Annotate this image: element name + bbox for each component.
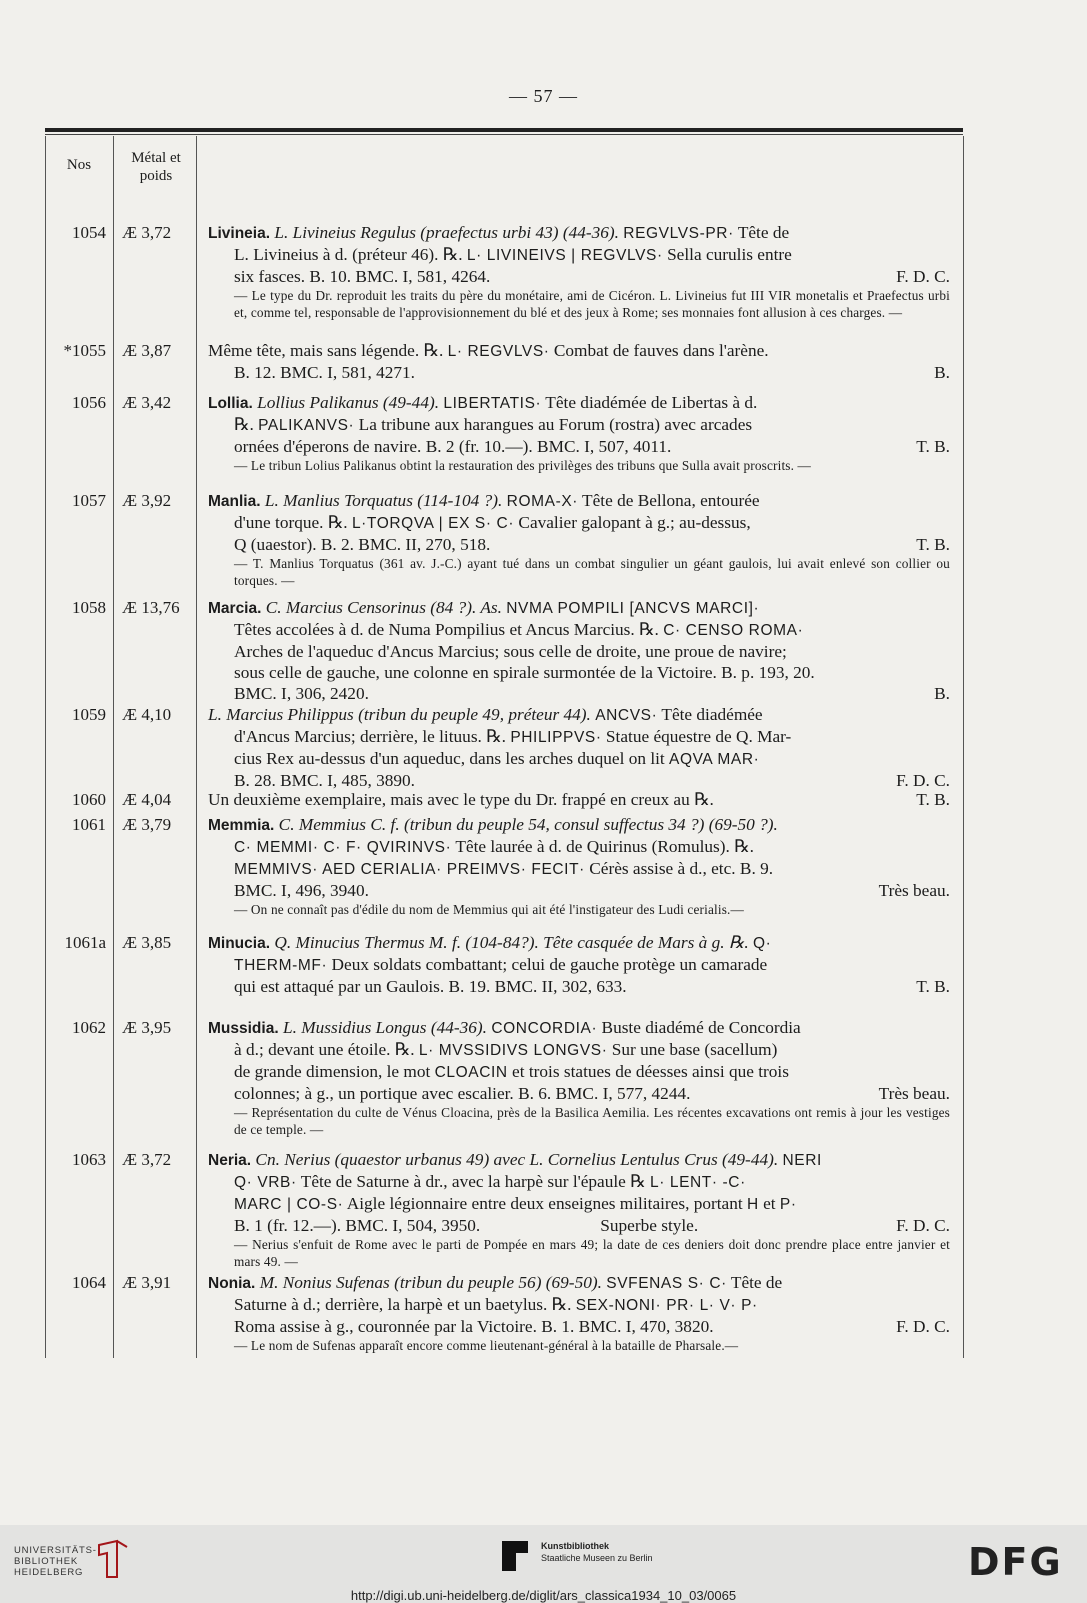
entry-text <box>208 490 950 589</box>
grade: B. <box>934 684 950 703</box>
entry-text-part: qui est attaqué par un Gaulois. B. 19. BMC. II, 302, 633. <box>234 977 627 996</box>
entry-line <box>208 880 950 901</box>
column-rule <box>196 136 197 1358</box>
entry-text-part: Statue équestre de Q. Mar- <box>601 727 792 746</box>
top-rule-thin <box>45 134 963 135</box>
entry-line <box>208 1316 950 1337</box>
entry-number: 1061a <box>64 933 106 952</box>
entry-metal: Æ 3,91 <box>122 1273 172 1292</box>
legend: SVFENAS S· C· <box>606 1275 727 1292</box>
entry-text <box>208 789 950 810</box>
entry-text-part: Sella curulis entre <box>662 245 792 264</box>
entry-number: 1054 <box>72 223 106 242</box>
legend: Q· <box>753 935 772 952</box>
entry-metal: Æ 4,04 <box>122 790 172 809</box>
entry-line <box>208 836 950 858</box>
grade: Très beau. <box>878 881 950 900</box>
entry-line: sous celle de gauche, une colonne en spirale surmontée de la Victoire. B. p. 193, 20. <box>234 663 815 682</box>
entry-line <box>208 414 950 436</box>
entry-number: 1061 <box>72 815 106 834</box>
entry-line <box>208 266 950 287</box>
entry-text <box>208 704 950 791</box>
entry-text-part: Cérès assise à d., etc. B. 9. <box>584 859 774 878</box>
kb-line: Staatliche Museen zu Berlin <box>541 1553 653 1563</box>
family-name: Mussidia. <box>208 1020 279 1037</box>
entry-line <box>208 976 950 997</box>
entry-text-part: Tête de Saturne à dr., avec la harpè sur l'épaule ℞ <box>296 1172 650 1191</box>
entry-metal: Æ 4,10 <box>122 705 172 724</box>
entry-line <box>208 748 950 770</box>
entry-line <box>208 683 950 704</box>
entry-text-part: Saturne à d.; derrière, la harpè et un baetylus. ℞. <box>234 1295 576 1314</box>
entry-text-part: Tête de <box>726 1273 783 1292</box>
entry-text-part: six fasces. B. 10. BMC. I, 581, 4264. <box>234 267 491 286</box>
entry-text-part: cius Rex au-dessus d'un aqueduc, dans les arches duquel on lit <box>234 749 670 768</box>
entry-line <box>208 1061 950 1083</box>
entry-metal: Æ 3,92 <box>122 491 172 510</box>
header-metal-line2: poids <box>139 168 173 184</box>
legend: CLOACIN <box>434 1064 508 1081</box>
entry-line <box>208 1294 950 1316</box>
entry-text-part: colonnes; à g., un portique avec escalier. B. 6. BMC. I, 577, 4244. <box>234 1084 691 1103</box>
entry-line <box>208 1193 950 1215</box>
entry-line <box>208 954 950 976</box>
entry-number: 1062 <box>72 1018 106 1037</box>
entry-text-part: Tête de <box>733 223 790 242</box>
entry-number: 1058 <box>72 598 106 617</box>
entry-text-part: L. Livineius Regulus (praefectus urbi 43) (44-36). <box>270 223 624 242</box>
legend: LIBERTATIS· <box>443 395 542 412</box>
entry-text-part: Tête laurée à d. de Quirinus (Romulus). ℞. <box>451 837 754 856</box>
legend: AQVA MAR· <box>669 751 760 768</box>
entry-number: 1064 <box>72 1273 106 1292</box>
entry-text <box>208 932 950 997</box>
entry-metal: Æ 3,42 <box>122 393 172 412</box>
legend: L· LIVINEIVS | REGVLVS· <box>466 247 663 264</box>
entry-text-part: B. 28. BMC. I, 485, 3890. <box>234 771 415 790</box>
legend: CONCORDIA· <box>491 1020 598 1037</box>
entry-line <box>208 619 950 641</box>
family-name: Memmia. <box>208 817 275 834</box>
grade: F. D. C. <box>896 771 950 790</box>
entry-text-part: L. Marcius Philippus (tribun du peuple 49, préteur 44). <box>208 705 596 724</box>
family-name: Neria. <box>208 1152 252 1169</box>
entry-text-part: BMC. I, 306, 2420. <box>234 684 369 703</box>
entry-text-part: Combat de fauves dans l'arène. <box>549 341 769 360</box>
entry-text-part: Q. Minucius Thermus M. f. (104-84?). Tête casquée de Mars à g. ℞. <box>270 933 753 952</box>
entry-number: 1059 <box>72 705 106 724</box>
entry-text-part: Un deuxième exemplaire, mais avec le type du Dr. frappé en creux au ℞. <box>208 790 714 809</box>
entry-note: — Nerius s'enfuit de Rome avec le parti de Pompée en mars 49; la date de ces deniers doit donc prendre place entre janvier et mars 49. — <box>234 1237 950 1269</box>
legend: H <box>746 1196 759 1213</box>
legend: PHILIPPVS· <box>510 729 602 746</box>
entry-text-part: à d.; devant une étoile. ℞. <box>234 1040 419 1059</box>
entry-text-part: ornées d'éperons de navire. B. 2 (fr. 10.—). BMC. I, 507, 4011. <box>234 437 672 456</box>
legend: L·TORQVA | EX S· C· <box>351 515 515 532</box>
family-name: Livineia. <box>208 225 271 242</box>
entry-line <box>208 726 950 748</box>
column-rule <box>963 136 964 1358</box>
legend: ANCVS· <box>595 707 658 724</box>
page-number: — 57 — <box>509 86 578 106</box>
entry-text-part: de grande dimension, le mot <box>234 1062 435 1081</box>
grade: B. <box>934 363 950 382</box>
kb-line: Kunstbibliothek <box>541 1541 609 1551</box>
grade: F. D. C. <box>896 1317 950 1336</box>
entry-line <box>208 770 950 791</box>
entry-text-part: B. 12. BMC. I, 581, 4271. <box>234 363 415 382</box>
entry-number: 1063 <box>72 1150 106 1169</box>
entry-metal: Æ 3,72 <box>122 223 172 242</box>
top-rule <box>45 128 963 132</box>
entry-number: 1057 <box>72 491 106 510</box>
page-url[interactable]: http://digi.ub.uni-heidelberg.de/diglit/ars_classica1934_10_03/0065 <box>350 1588 737 1603</box>
entry-number: *1055 <box>63 341 106 360</box>
header-numbers: Nos <box>66 157 92 173</box>
style-remark: Superbe style. <box>600 1216 699 1235</box>
entry-number: 1060 <box>72 790 106 809</box>
entry-text <box>208 222 950 321</box>
entry-note: — Représentation du culte de Vénus Cloacina, près de la Basilica Aemilia. Les récentes excavations ont remis à jour les vestiges de ce temple. — <box>234 1105 950 1137</box>
entry-text-part: et <box>758 1194 780 1213</box>
university-library-label[interactable] <box>14 1545 97 1578</box>
heidelberg-logo-icon[interactable] <box>95 1539 129 1579</box>
dfg-logo[interactable]: DFG <box>968 1540 1063 1584</box>
entry-line <box>208 436 950 457</box>
header-metal <box>118 149 194 185</box>
entry-text <box>208 814 950 918</box>
legend: L· REGVLVS· <box>447 343 550 360</box>
entry-line <box>208 1039 950 1061</box>
entry-text-part: C. Memmius C. f. (tribun du peuple 54, consul suffectus 34 ?) (69-50 ?). <box>274 815 778 834</box>
entry-text-part: La tribune aux harangues au Forum (rostra) avec arcades <box>354 415 753 434</box>
legend: L· LENT· -C· <box>649 1174 746 1191</box>
entry-text-part: d'une torque. ℞. <box>234 513 352 532</box>
entry-text <box>208 392 950 474</box>
entry-text-part: Cavalier galopant à g.; au-dessus, <box>514 513 751 532</box>
entry-metal: Æ 3,87 <box>122 341 172 360</box>
legend: NERI <box>782 1152 822 1169</box>
legend: THERM-MF· <box>234 957 328 974</box>
entry-text <box>208 1272 950 1354</box>
entry-note: — Le tribun Lolius Palikanus obtint la restauration des privilèges des tribuns que Sulla avait proscrits. — <box>234 458 812 473</box>
entry-line <box>208 1215 950 1236</box>
entry-metal: Æ 3,85 <box>122 933 172 952</box>
entry-text <box>208 340 950 383</box>
entry-text-part: L. Manlius Torquatus (114-104 ?). <box>260 491 507 510</box>
entry-metal: Æ 3,79 <box>122 815 172 834</box>
legend: SEX-NONI· PR· L· V· P· <box>575 1297 758 1314</box>
entry-text-part: Même tête, mais sans légende. ℞. <box>208 341 448 360</box>
uni-line: HEIDELBERG <box>14 1567 84 1578</box>
entry-note: — On ne connaît pas d'édile du nom de Memmius qui ait été l'instigateur des Ludi cerialis.— <box>234 902 744 917</box>
uni-line: BIBLIOTHEK <box>14 1556 78 1567</box>
family-name: Lollia. <box>208 395 253 412</box>
entry-text-part: et trois statues de déesses ainsi que trois <box>507 1062 789 1081</box>
entry-text-part: L. Mussidius Longus (44-36). <box>278 1018 492 1037</box>
family-name: Nonia. <box>208 1275 256 1292</box>
uni-line: UNIVERSITÄTS- <box>14 1545 97 1556</box>
entry-number: 1056 <box>72 393 106 412</box>
entry-note: — Le nom de Sufenas apparaît encore comme lieutenant-général à la bataille de Pharsale.— <box>234 1338 739 1353</box>
entry-text-part: Deux soldats combattant; celui de gauche protège un camarade <box>327 955 768 974</box>
legend: C· CENSO ROMA· <box>663 622 804 639</box>
column-rule <box>45 136 46 1358</box>
kunstbibliothek-label[interactable] <box>541 1540 653 1564</box>
grade: F. D. C. <box>896 1216 950 1235</box>
entry-line <box>208 244 950 266</box>
entry-text <box>208 1017 950 1138</box>
legend: ROMA-X· <box>506 493 579 510</box>
grade: T. B. <box>916 790 950 809</box>
family-name: Minucia. <box>208 935 271 952</box>
header-metal-line1: Métal et <box>131 150 181 166</box>
legend: L· MVSSIDIVS LONGVS· <box>418 1042 608 1059</box>
viewer-footer <box>0 1525 1087 1602</box>
entry-metal: Æ 13,76 <box>122 598 180 617</box>
legend: MARC | CO-S· <box>234 1196 344 1213</box>
entry-line <box>208 534 950 555</box>
entry-line <box>208 1083 950 1104</box>
entry-text-part: ℞. <box>234 415 259 434</box>
entry-text-part: BMC. I, 496, 3940. <box>234 881 369 900</box>
family-name: Marcia. <box>208 600 262 617</box>
legend: PALIKANVS· <box>258 417 355 434</box>
entry-line <box>208 362 950 383</box>
entry-text-part: Tête diadémée <box>657 705 763 724</box>
entry-metal: Æ 3,72 <box>122 1150 172 1169</box>
legend: P· <box>779 1196 797 1213</box>
entry-text-part: Sur une base (sacellum) <box>607 1040 778 1059</box>
entry-note: — Le type du Dr. reproduit les traits du père du monétaire, ami de Cicéron. L. Livineius fut III VIR monetalis et Praefectus urbi et, comme tel, responsable de l'approvisionnement du blé et des jeux à Rome; ses monnaies font allusion à ces charges. — <box>234 288 950 320</box>
family-name: Manlia. <box>208 493 261 510</box>
entry-line <box>208 858 950 880</box>
entry-text-part: Lollius Palikanus (49-44). <box>252 393 444 412</box>
entry-note: — T. Manlius Torquatus (361 av. J.-C.) ayant tué dans un combat singulier un géant gaulois, lui avait enlevé son collier ou torques. — <box>234 556 950 588</box>
grade: T. B. <box>916 977 950 996</box>
entry-text-part: L. Livineius à d. (préteur 46). ℞. <box>234 245 467 264</box>
legend: MEMMIVS· AED CERIALIA· PREIMVS· FECIT· <box>234 861 585 878</box>
entry-text-part: B. 1 (fr. 12.—). BMC. I, 504, 3950. <box>234 1216 481 1235</box>
entry-line <box>208 512 950 534</box>
grade: T. B. <box>916 535 950 554</box>
entry-text-part: C. Marcius Censorinus (84 ?). As. <box>261 598 507 617</box>
entry-text-part: Aigle légionnaire entre deux enseignes militaires, portant <box>343 1194 747 1213</box>
legend: C· MEMMI· C· F· QVIRINVS· <box>234 839 452 856</box>
entry-text-part: Têtes accolées à d. de Numa Pompilius et Ancus Marcius. ℞. <box>234 620 664 639</box>
entry-text-part: d'Ancus Marcius; derrière, le lituus. ℞. <box>234 727 511 746</box>
entry-text <box>208 1149 950 1270</box>
kunstbibliothek-logo-icon[interactable] <box>500 1539 530 1573</box>
entry-text-part: Q (uaestor). B. 2. BMC. II, 270, 518. <box>234 535 491 554</box>
legend: Q· VRB· <box>234 1174 297 1191</box>
entry-text-part: Buste diadémé de Concordia <box>597 1018 801 1037</box>
entry-text-part: Cn. Nerius (quaestor urbanus 49) avec L. Cornelius Lentulus Crus (49-44). <box>251 1150 783 1169</box>
column-rule <box>113 136 114 1358</box>
grade: F. D. C. <box>896 267 950 286</box>
grade: T. B. <box>916 437 950 456</box>
entry-line <box>208 1171 950 1193</box>
entry-text <box>208 597 950 704</box>
legend: NVMA POMPILI [ANCVS MARCI]· <box>506 600 760 617</box>
entry-text-part: M. Nonius Sufenas (tribun du peuple 56) (69-50). <box>255 1273 607 1292</box>
entry-line: Arches de l'aqueduc d'Ancus Marcius; sous celle de droite, une proue de navire; <box>234 642 787 661</box>
entry-text-part: Tête diadémée de Libertas à d. <box>541 393 758 412</box>
grade: Très beau. <box>878 1084 950 1103</box>
entry-metal: Æ 3,95 <box>122 1018 172 1037</box>
entry-text-part: Roma assise à g., couronnée par la Victoire. B. 1. BMC. I, 470, 3820. <box>234 1317 714 1336</box>
legend: REGVLVS-PR· <box>623 225 734 242</box>
entry-text-part: Tête de Bellona, entourée <box>578 491 760 510</box>
